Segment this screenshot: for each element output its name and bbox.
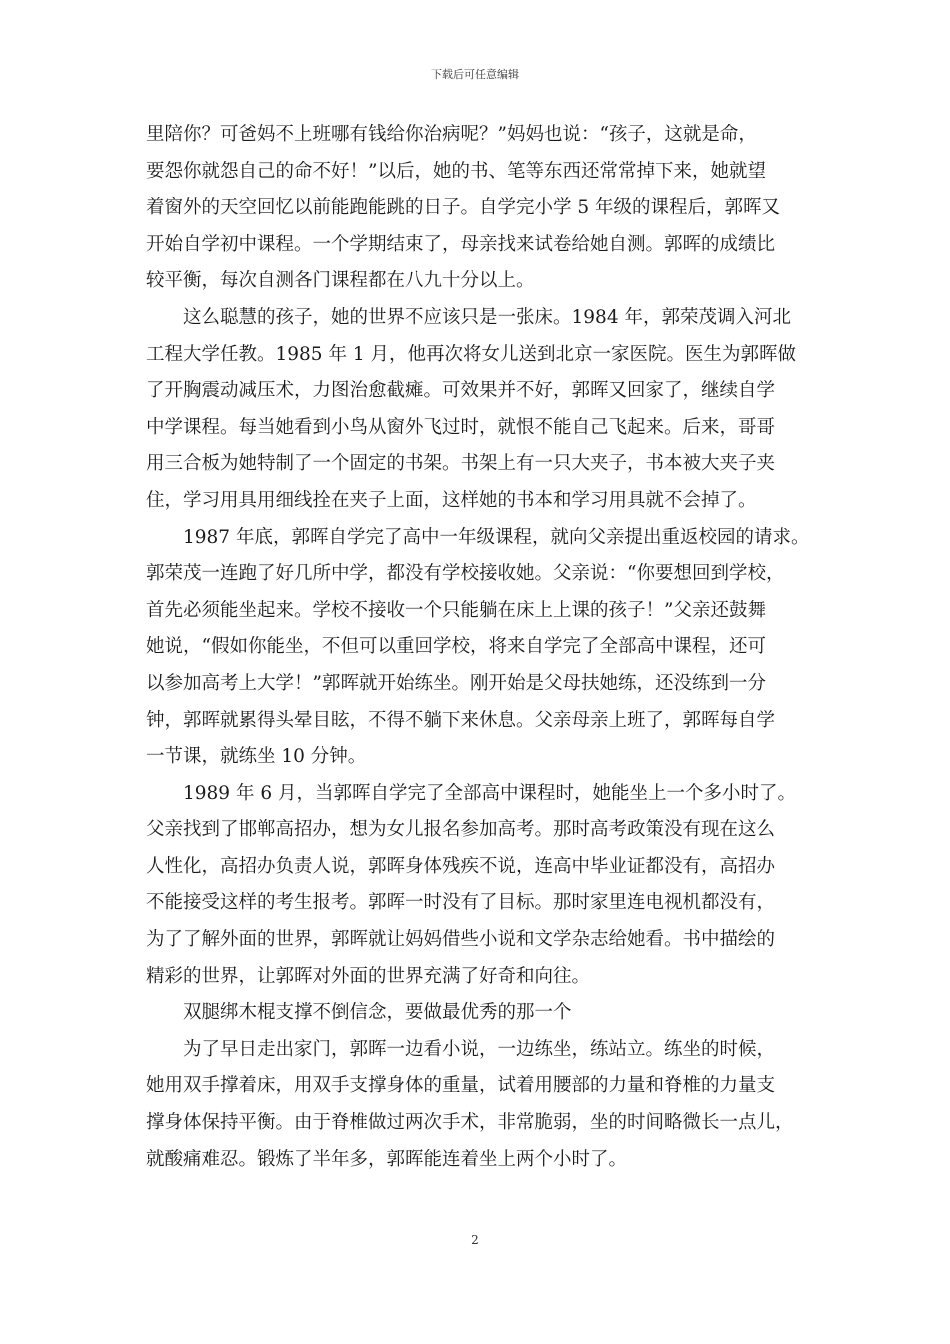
text-line: 开始自学初中课程。一个学期结束了，母亲找来试卷给她自测。郭晖的成绩比 (146, 233, 776, 255)
text-line: 着窗外的天空回忆以前能跑能跳的日子。自学完小学 5 年级的课程后，郭晖又 (146, 197, 781, 219)
text-line: 里陪你？可爸妈不上班哪有钱给你治病呢？”妈妈也说：“孩子，这就是命， (146, 124, 757, 145)
text-line: 较平衡，每次自测各门课程都在八九十分以上。 (146, 270, 535, 292)
page-header: 下载后可任意编辑 (431, 68, 519, 81)
text-line: 郭荣茂一连跑了好几所中学，都没有学校接收她。父亲说：“你要想回到学校， (146, 563, 785, 585)
text-line: 撑身体保持平衡。由于脊椎做过两次手术，非常脆弱，坐的时间略微长一点儿， (146, 1112, 794, 1134)
text-line: 用三合板为她特制了一个固定的书架。书架上有一只大夹子，书本被大夹子夹 (146, 453, 776, 475)
text-line: 以参加高考上大学！”郭晖就开始练坐。刚开始是父母扶她练，还没练到一分 (146, 672, 766, 694)
text-line: 1987 年底，郭晖自学完了高中一年级课程，就向父亲提出重返校园的请求。 (146, 526, 810, 548)
text-line: 首先必须能坐起来。学校不接收一个只能躺在床上上课的孩子！”父亲还鼓舞 (146, 599, 766, 621)
text-line: 为了了解外面的世界，郭晖就让妈妈借些小说和文学杂志给她看。书中描绘的 (146, 929, 776, 951)
text-line: 中学课程。每当她看到小鸟从窗外飞过时，就恨不能自己飞起来。后来，哥哥 (146, 416, 776, 438)
text-line: 为了早日走出家门，郭晖一边看小说，一边练坐，练站立。练坐的时候， (146, 1038, 776, 1060)
text-line: 这么聪慧的孩子，她的世界不应该只是一张床。1984 年，郭荣茂调入河北 (146, 306, 791, 328)
text-line: 不能接受这样的考生报考。郭晖一时没有了目标。那时家里连电视机都没有， (146, 892, 776, 914)
text-line: 一节课，就练坐 10 分钟。 (146, 746, 367, 768)
text-line: 1989 年 6 月，当郭晖自学完了全部高中课程时，她能坐上一个多小时了。 (146, 782, 796, 804)
text-line: 钟，郭晖就累得头晕目眩，不得不躺下来休息。父亲母亲上班了，郭晖每自学 (146, 709, 776, 731)
text-line: 要怨你就怨自己的命不好！”以后，她的书、笔等东西还常常掉下来，她就望 (146, 160, 766, 182)
text-line: 人性化，高招办负责人说，郭晖身体残疾不说，连高中毕业证都没有，高招办 (146, 855, 776, 877)
page-number: 2 (471, 1233, 479, 1247)
document-body (146, 117, 818, 1178)
text-line: 父亲找到了邯郸高招办，想为女儿报名参加高考。那时高考政策没有现在这么 (146, 819, 776, 841)
text-line: 精彩的世界，让郭晖对外面的世界充满了好奇和向往。 (146, 965, 591, 987)
section-heading: 双腿绑木棍支撑不倒信念，要做最优秀的那一个 (146, 1002, 572, 1024)
text-line: 她用双手撑着床，用双手支撑身体的重量，试着用腰部的力量和脊椎的力量支 (146, 1075, 776, 1097)
text-line: 住，学习用具用细线拴在夹子上面，这样她的书本和学习用具就不会掉了。 (146, 489, 757, 511)
text-line: 就酸痛难忍。锻炼了半年多，郭晖能连着坐上两个小时了。 (146, 1148, 628, 1170)
text-line: 了开胸震动减压术，力图治愈截瘫。可效果并不好，郭晖又回家了，继续自学 (146, 380, 776, 402)
text-line: 工程大学任教。1985 年 1 月，他再次将女儿送到北京一家医院。医生为郭晖做 (146, 343, 796, 365)
text-line: 她说，“假如你能坐，不但可以重回学校，将来自学完了全部高中课程，还可 (146, 636, 766, 658)
